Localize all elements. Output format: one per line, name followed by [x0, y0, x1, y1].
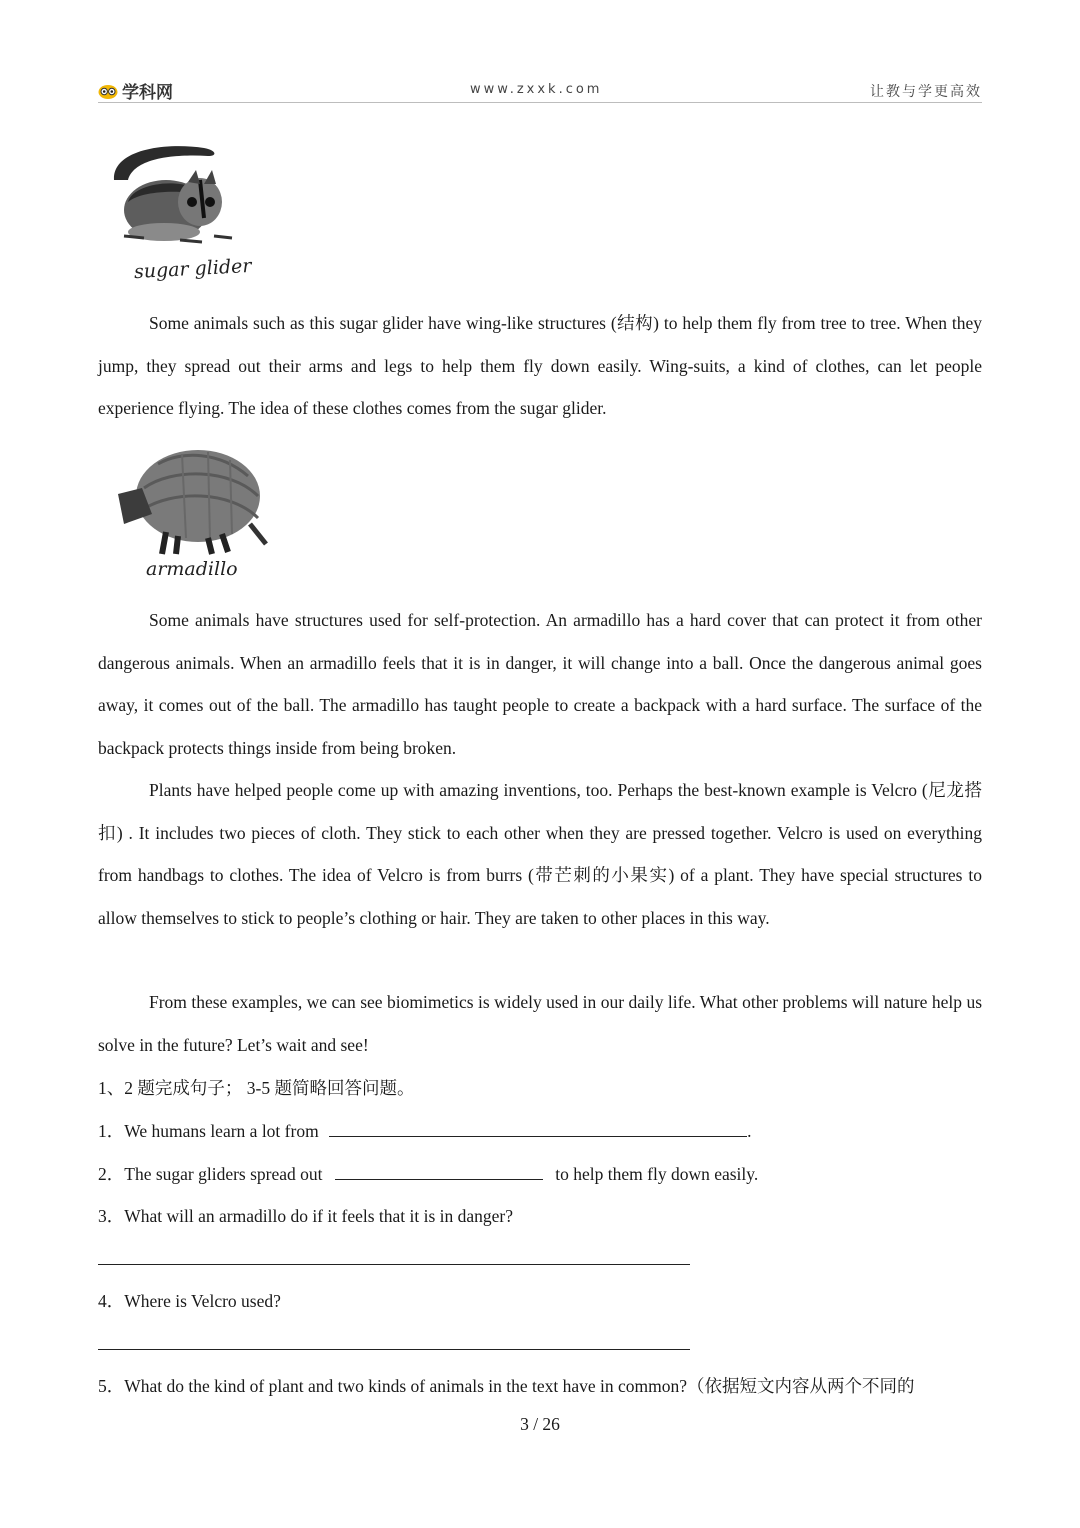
- question-1-text: 1．We humans learn a lot from: [98, 1121, 319, 1141]
- armadillo-image: [112, 444, 268, 556]
- question-4-answer-line[interactable]: [98, 1349, 690, 1350]
- question-1-end: .: [747, 1121, 752, 1141]
- question-2: [98, 1161, 758, 1186]
- paragraph-velcro: Plants have helped people come up with amazing inventions, too. Perhaps the best-known example is Velcro (尼龙搭扣) . It includes two pieces of cloth. They stick to each other when they are pressed together. Velcro is used on everything from handbags to clothes. The idea of Velcro is from burrs (带芒刺的小果实) of a plant. They have special structures to allow themselves to stick to people’s clothing or hair. They are taken to other places in this way.: [98, 780, 982, 928]
- logo: [98, 78, 173, 103]
- question-1: [98, 1118, 751, 1143]
- paragraph-sugar-glider: Some animals such as this sugar glider have wing-like structures (结构) to help them fly from tree to tree. When they jump, they spread out their arms and legs to help them fly down easily. Wing-suits, a kind of clothes, can let people experience flying. The idea of these clothes comes from the sugar glider.: [98, 313, 982, 418]
- question-5: 5．What do the kind of plant and two kinds of animals in the text have in common?（依据短文内容从两个不同的: [98, 1376, 915, 1396]
- question-instruction: 1、2 题完成句子； 3-5 题简略回答问题。: [98, 1078, 415, 1098]
- question-4: 4．Where is Velcro used?: [98, 1291, 281, 1311]
- question-2-answer-blank[interactable]: [335, 1165, 543, 1180]
- question-3-answer-line[interactable]: [98, 1264, 690, 1265]
- question-2-end: to help them fly down easily.: [555, 1164, 759, 1184]
- sugar-glider-caption: sugar glider: [133, 254, 252, 284]
- owl-logo-icon: [98, 83, 118, 99]
- question-3: 3．What will an armadillo do if it feels that it is in danger?: [98, 1206, 514, 1226]
- armadillo-caption: armadillo: [146, 558, 238, 580]
- header-slogan: 让教与学更高效: [870, 84, 982, 100]
- sugar-glider-image: [104, 140, 244, 256]
- site-url[interactable]: www.zxxk.com: [470, 82, 603, 97]
- paragraph-armadillo: Some animals have structures used for self-protection. An armadillo has a hard cover that can protect it from other dangerous animals. When an armadillo feels that it is in danger, it will change into a ball. Once the dangerous animal goes away, it comes out of the ball. The armadillo has taught people to create a backpack with a hard surface. The surface of the backpack protects things inside from being broken.: [98, 610, 982, 758]
- question-1-answer-blank[interactable]: [329, 1122, 747, 1137]
- logo-text: 学科网: [122, 83, 173, 103]
- paragraph-conclusion: From these examples, we can see biomimetics is widely used in our daily life. What other problems will nature help us solve in the future? Let’s wait and see!: [98, 992, 982, 1055]
- page-header: [98, 72, 982, 103]
- page-number: 3 / 26: [520, 1414, 560, 1434]
- question-2-text: 2．The sugar gliders spread out: [98, 1164, 323, 1184]
